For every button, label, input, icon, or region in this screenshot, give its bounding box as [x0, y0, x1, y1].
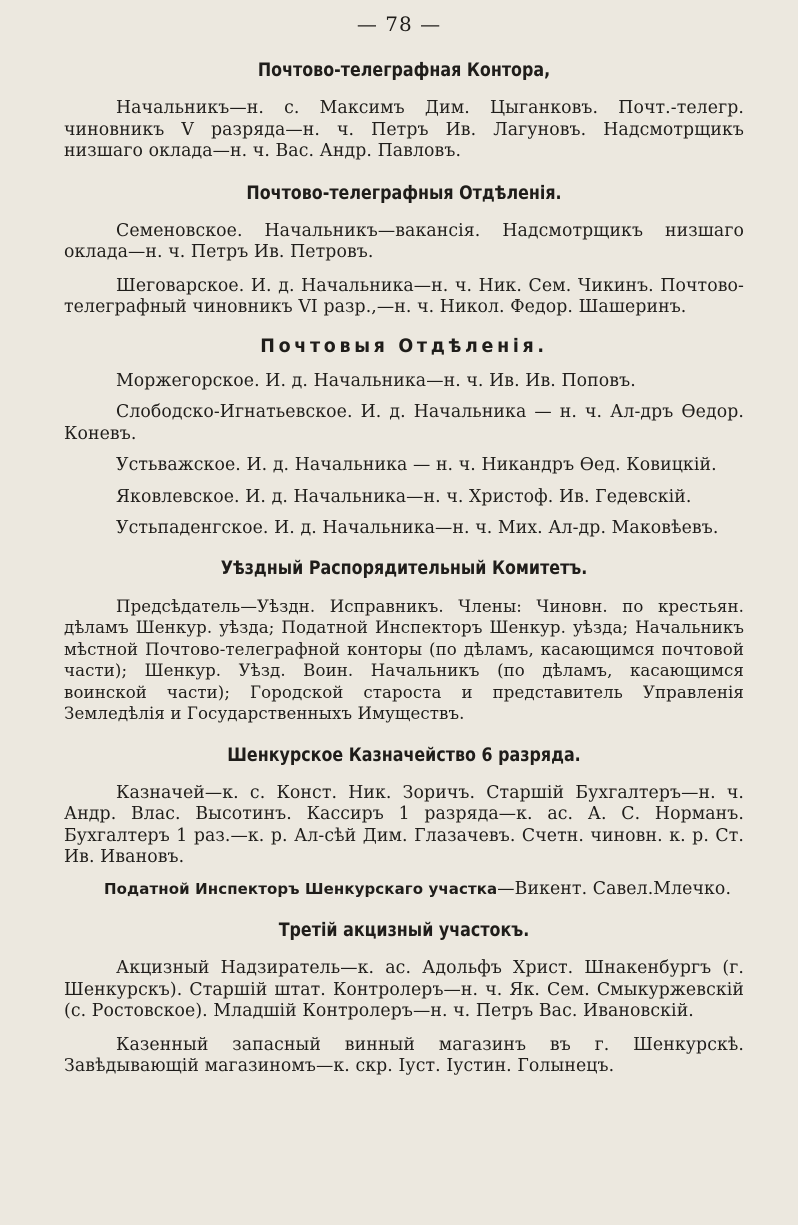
tax-inspector-title: Податной Инспекторъ Шенкурскаго участка — [104, 879, 498, 898]
section-post-branches — [64, 333, 744, 540]
section-heading: Почтово-телеграфныя Отдѣленія. — [246, 182, 562, 204]
paragraph: Казначей—к. с. Конст. Ник. Зоричъ. Старшій Бухгалтеръ—н. ч. Андр. Влас. Высотинъ. Кассиръ 1 разряда—к. ас. А. С. Норманъ. Бухгалтеръ 1 раз.—к. р. Ал-сѣй Дим. Глазачевъ. Счетн. чиновн. к. р. Ст. Ив. Ивановъ. — [64, 782, 744, 867]
page-number: — 78 — — [356, 12, 442, 36]
section-post-telegraph-branches — [64, 181, 744, 319]
section-post-telegraph-office — [64, 58, 744, 163]
section-heading: Уѣздный Распорядительный Комитетъ. — [220, 557, 588, 579]
section-district-committee — [64, 556, 744, 725]
section-heading: Почтово-телеграфная Контора, — [257, 60, 551, 81]
section-heading: Шенкурское Казначейство 6 разряда. — [227, 744, 581, 766]
paragraph: Казенный запасный винный магазинъ въ г. Шенкурскѣ. Завѣдывающій магазиномъ—к. скр. Іуст. Іустин. Голынецъ. — [64, 1034, 744, 1076]
tax-inspector-line — [64, 879, 744, 901]
tax-inspector-name: —Викент. Савел.Млечко. — [497, 878, 732, 899]
section-excise-district — [64, 918, 744, 1078]
paragraph: Предсѣдатель—Уѣздн. Исправникъ. Члены: Чиновн. по крестьян. дѣламъ Шенкур. уѣзда; Податной Инспекторъ Шенкур. уѣзда; Начальникъ мѣстной Почтово-телеграфной конторы (по дѣламъ, касающимся почтовой части); Шенкур. Уѣзд. Воин. Начальникъ (по дѣламъ, касающимся воинской части); Городской староста и представитель Управленія Земледѣлія и Государственныхъ Имуществъ. — [64, 596, 744, 723]
page-content — [64, 58, 744, 1078]
paragraph: Акцизный Надзиратель—к. ас. Адольфъ Христ. Шнакенбургъ (г. Шенкурскъ). Старшій штат. Контролеръ—н. ч. Як. Сем. Смыкуржевскій (с. Ростовское). Младшій Контролеръ—н. ч. Петръ Вас. Ивановскій. — [64, 958, 744, 1021]
paragraph: Шеговарское. И. д. Начальника—н. ч. Ник. Сем. Чикинъ. Почтово-телеграфный чиновникъ VI разр.,—н. ч. Никол. Федор. Шашеринъ. — [64, 275, 744, 317]
paragraph: Семеновское. Начальникъ—вакансія. Надсмотрщикъ низшаго оклада—н. ч. Петръ Ив. Петровъ. — [64, 220, 744, 262]
section-heading: Третій акцизный участокъ. — [278, 920, 530, 941]
paragraph: Устьпаденгское. И. д. Начальника—н. ч. Мих. Ал-др. Маковѣевъ. — [116, 518, 719, 538]
paragraph: Устьважское. И. д. Начальника — н. ч. Никандръ Ѳед. Ковицкій. — [116, 455, 717, 475]
paragraph: Яковлевское. И. д. Начальника—н. ч. Христоф. Ив. Гедевскій. — [116, 486, 692, 507]
paragraph: Начальникъ—н. с. Максимъ Дим. Цыганковъ. Почт.-телегр. чиновникъ V разряда—н. ч. Петръ Ив. Лагуновъ. Надсмотрщикъ низшаго оклада—н. ч. Вас. Андр. Павловъ. — [64, 98, 744, 161]
paragraph: Моржегорское. И. д. Начальника—н. ч. Ив. Ив. Поповъ. — [116, 370, 636, 391]
paragraph: Слободско-Игнатьевское. И. д. Начальника — н. ч. Ал-дръ Ѳедор. Коневъ. — [64, 402, 744, 444]
section-treasury — [64, 743, 744, 901]
section-heading: Почтовыя Отдѣленія. — [260, 334, 548, 357]
